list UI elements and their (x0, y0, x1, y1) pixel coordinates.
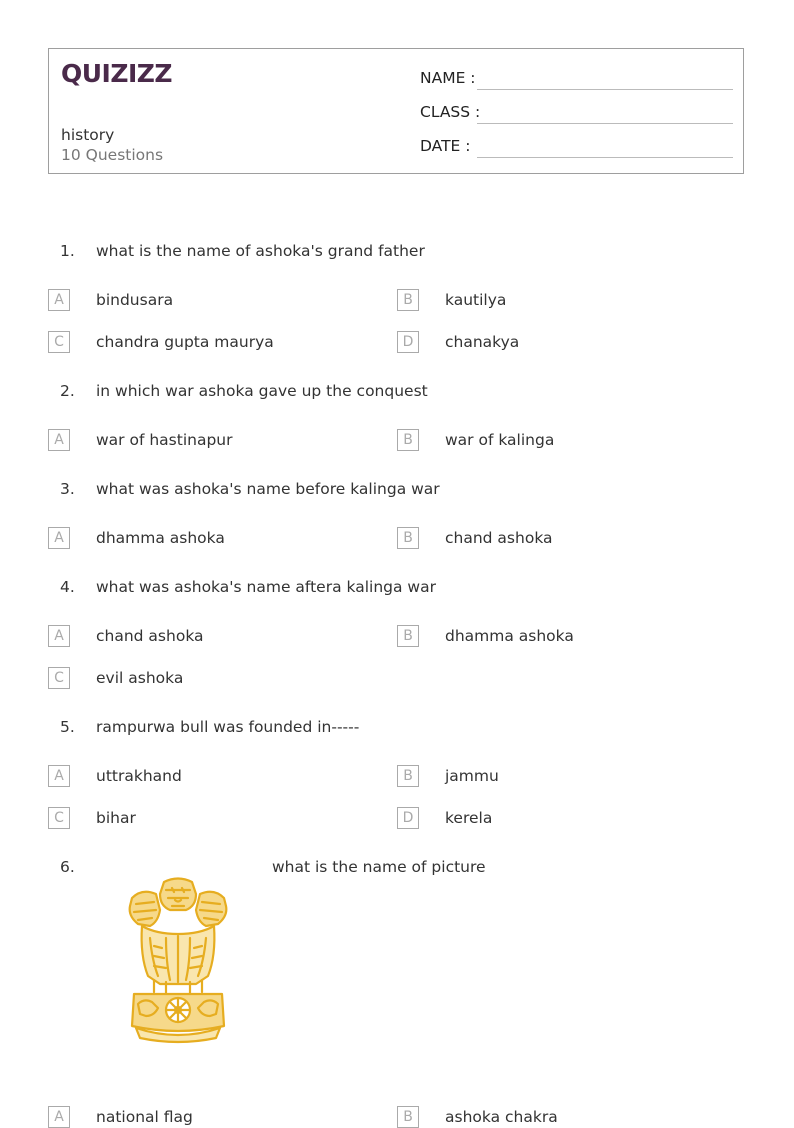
option-a-box[interactable]: A (48, 625, 70, 647)
question-number: 5. (60, 718, 75, 736)
date-line[interactable] (477, 157, 733, 158)
question-text: in which war ashoka gave up the conquest (96, 382, 428, 400)
question-text: what is the name of ashoka's grand father (96, 242, 425, 260)
option-b-text: chand ashoka (445, 529, 553, 547)
quizizz-logo: QUIZIZZ (61, 59, 173, 88)
option-b-box[interactable]: B (397, 429, 419, 451)
question-text: rampurwa bull was founded in----- (96, 718, 360, 736)
option-a-box[interactable]: A (48, 289, 70, 311)
option-a-text: chand ashoka (96, 627, 204, 645)
option-b-box[interactable]: B (397, 289, 419, 311)
option-c-text: evil ashoka (96, 669, 184, 687)
option-b-text: ashoka chakra (445, 1108, 558, 1126)
option-b-text: kautilya (445, 291, 507, 309)
option-c-box[interactable]: C (48, 331, 70, 353)
option-c-box[interactable]: C (48, 667, 70, 689)
name-line[interactable] (477, 89, 733, 90)
option-d-box[interactable]: D (397, 331, 419, 353)
option-a-box[interactable]: A (48, 429, 70, 451)
option-a-text: bindusara (96, 291, 174, 309)
option-a-text: national flag (96, 1108, 193, 1126)
option-a-text: dhamma ashoka (96, 529, 225, 547)
option-b-box[interactable]: B (397, 625, 419, 647)
question-text: what was ashoka's name before kalinga war (96, 480, 440, 498)
question-text: what is the name of picture (272, 858, 486, 876)
option-b-box[interactable]: B (397, 1106, 419, 1128)
class-label: CLASS : (420, 103, 481, 121)
option-b-text: war of kalinga (445, 431, 555, 449)
question-text: what was ashoka's name aftera kalinga war (96, 578, 436, 596)
question-number: 4. (60, 578, 75, 596)
question-number: 1. (60, 242, 75, 260)
question-number: 6. (60, 858, 75, 876)
worksheet-title: history (61, 126, 115, 144)
option-a-text: war of hastinapur (96, 431, 233, 449)
question-count: 10 Questions (61, 146, 164, 164)
option-a-text: uttrakhand (96, 767, 182, 785)
option-b-text: jammu (445, 767, 499, 785)
question-number: 3. (60, 480, 75, 498)
national-emblem-icon (120, 876, 236, 1044)
option-a-box[interactable]: A (48, 1106, 70, 1128)
date-label: DATE : (420, 137, 471, 155)
class-line[interactable] (477, 123, 733, 124)
option-b-text: dhamma ashoka (445, 627, 574, 645)
option-d-text: chanakya (445, 333, 520, 351)
worksheet-header (48, 48, 744, 174)
option-b-box[interactable]: B (397, 527, 419, 549)
name-label: NAME : (420, 69, 476, 87)
option-d-text: kerela (445, 809, 493, 827)
option-c-box[interactable]: C (48, 807, 70, 829)
option-c-text: chandra gupta maurya (96, 333, 274, 351)
option-a-box[interactable]: A (48, 765, 70, 787)
question-number: 2. (60, 382, 75, 400)
option-a-box[interactable]: A (48, 527, 70, 549)
option-b-box[interactable]: B (397, 765, 419, 787)
option-d-box[interactable]: D (397, 807, 419, 829)
option-c-text: bihar (96, 809, 136, 827)
